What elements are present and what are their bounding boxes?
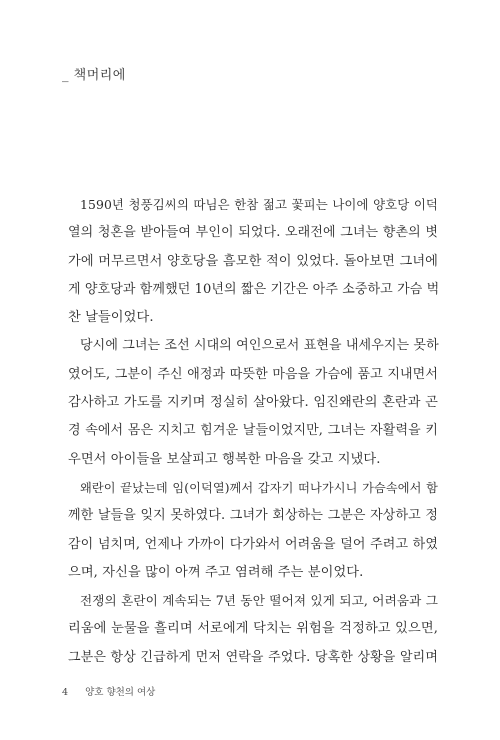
text-line: 가에 머무르면서 양호당을 흠모한 적이 있었다. 돌아보면 그녀에 — [68, 253, 438, 269]
text-line: 감이 넘치며, 언제나 가까이 다가와서 어려움을 덜어 주려고 하였 — [68, 536, 438, 552]
text-line: 였어도, 그분이 주신 애정과 따뜻한 마음을 가슴에 품고 지내면서 — [68, 366, 438, 382]
section-label: _ 책머리에 — [62, 68, 126, 83]
page-number: 4 — [62, 687, 69, 698]
text-line: 1590년 청풍김씨의 따님은 한참 젊고 꽃피는 나이에 양호당 이덕 — [80, 197, 438, 212]
text-line: 당시에 그녀는 조선 시대의 여인으로서 표현을 내세우지는 못하 — [80, 338, 439, 354]
page-footer — [62, 684, 155, 698]
text-line: 께한 날들을 잊지 못하였다. 그녀가 회상하는 그분은 자상하고 정 — [68, 508, 438, 524]
text-line: 으며, 자신을 많이 아껴 주고 염려해 주는 분이었다. — [68, 564, 364, 580]
text-line: 경 속에서 몸은 지치고 힘겨운 날들이었지만, 그녀는 자활력을 키 — [68, 423, 438, 439]
text-line: 감사하고 가도를 지키며 정실히 살아왔다. 임진왜란의 혼란과 곤 — [68, 395, 438, 411]
text-line: 찬 날들이었다. — [68, 310, 154, 326]
text-line: 왜란이 끝났는데 임(이덕열)께서 갑자기 떠나가시니 가슴속에서 함 — [80, 480, 438, 495]
text-line: 리움에 눈물을 흘리며 서로에게 닥치는 위험을 걱정하고 있으면, — [68, 621, 438, 637]
text-line: 게 양호당과 함께했던 10년의 짧은 기간은 아주 소중하고 가슴 벅 — [68, 281, 440, 297]
text-line: 열의 청혼을 받아들여 부인이 되었다. 오래전에 그녀는 향촌의 볏 — [68, 225, 438, 241]
text-line: 우면서 아이들을 보살피고 행복한 마음을 갖고 지냈다. — [68, 451, 381, 467]
running-title: 양호 향천의 여상 — [85, 687, 156, 698]
text-line: 전쟁의 혼란이 계속되는 7년 동안 떨어져 있게 되고, 어려움과 그 — [80, 593, 438, 609]
text-line: 그분은 항상 긴급하게 먼저 연락을 주었다. 당혹한 상황을 알리며 — [68, 649, 438, 665]
body-text — [68, 196, 438, 677]
